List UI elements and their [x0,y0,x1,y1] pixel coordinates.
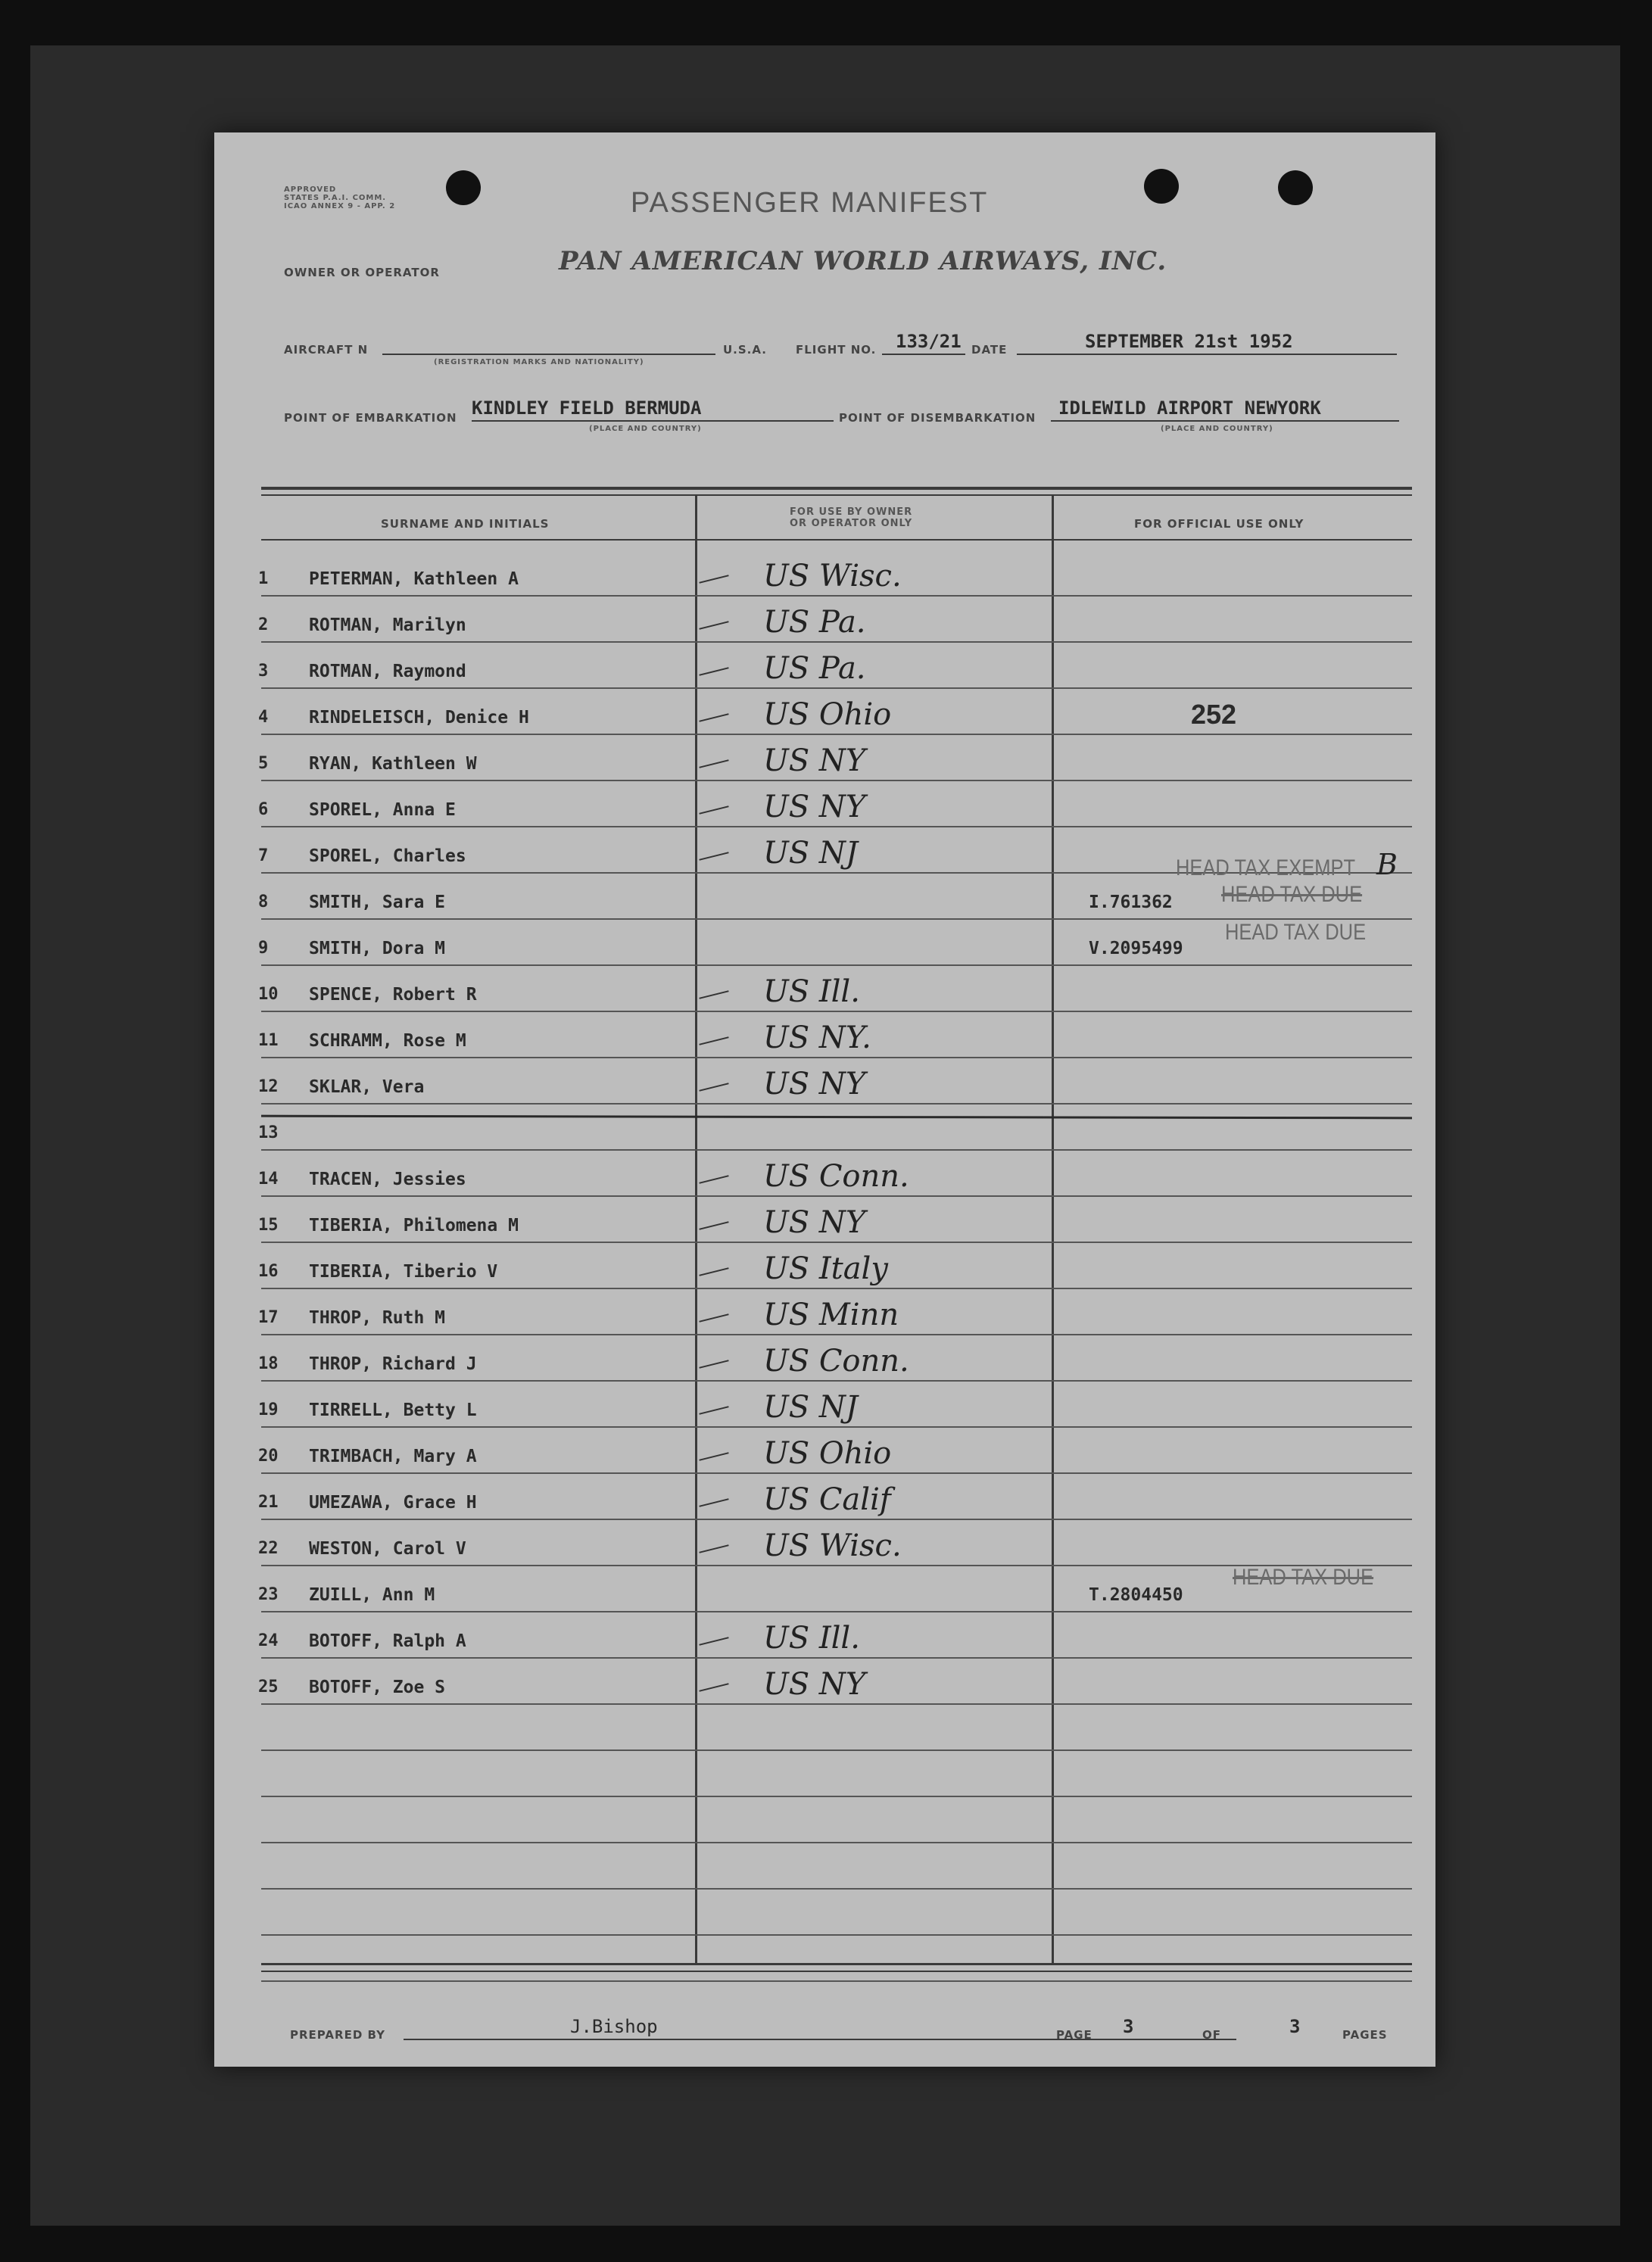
row-rule [261,1242,1412,1243]
row-rule [261,1888,1412,1890]
citizenship-entry: US Pa. [763,651,866,686]
head-tax-due-stamp: HEAD TAX DUE [1225,920,1367,945]
strike-line [261,1115,1412,1120]
citizenship-entry: US Conn. [763,1159,909,1194]
disembarkation-point: IDLEWILD AIRPORT NEWYORK [1058,397,1321,419]
row-rule [261,1611,1412,1612]
usa-label: U.S.A. [723,343,767,357]
row-rule [261,1195,1412,1197]
row-rule [261,826,1412,827]
tick-mark-icon [699,852,728,861]
passenger-name: TIRRELL, Betty L [309,1401,477,1420]
row-rule [261,1057,1412,1058]
tick-mark-icon [699,1637,728,1646]
row-rule [261,1519,1412,1520]
tick-mark-icon [699,990,728,999]
citizenship-entry: US Ohio [763,697,892,732]
citizenship-entry: US Wisc. [763,1528,902,1563]
flight-number: 133/21 [896,331,962,352]
date-label: DATE [971,343,1008,357]
citizenship-entry: US Wisc. [763,559,902,594]
head-tax-exempt-stamp: HEAD TAX EXEMPT [1176,855,1356,880]
tick-mark-icon [699,713,728,722]
total-pages: 3 [1289,2016,1301,2037]
row-number: 25 [258,1678,279,1696]
prepared-by-label: PREPARED BY [290,2028,385,2042]
embarkation-label: POINT OF EMBARKATION [284,411,457,425]
row-rule [261,1380,1412,1382]
tick-mark-icon [699,1313,728,1323]
row-rule [261,1934,1412,1936]
row-rule [261,1657,1412,1659]
citizenship-entry: US NY [763,743,866,778]
citizenship-entry: US NY [763,1667,866,1702]
citizenship-entry: US Italy [763,1251,888,1286]
punch-hole-icon [1144,169,1179,204]
row-rule [261,687,1412,689]
of-label: OF [1202,2028,1221,2042]
citizenship-entry: US Minn [763,1298,899,1332]
row-number: 3 [258,662,269,681]
citizenship-entry: US Calif [763,1482,891,1517]
row-rule [261,1472,1412,1474]
tick-mark-icon [699,1175,728,1184]
row-number: 7 [258,846,269,865]
operator-name: PAN AMERICAN WORLD AIRWAYS, INC. [559,246,1167,276]
official-entry: V.2095499 [1089,939,1183,958]
row-number: 10 [258,985,279,1004]
passenger-name: TIBERIA, Philomena M [309,1216,519,1235]
row-rule [261,734,1412,735]
citizenship-entry: US NJ [763,1390,858,1425]
passenger-name: ROTMAN, Marilyn [309,615,466,635]
official-entry: 252 [1191,699,1237,730]
row-number: 13 [258,1123,279,1142]
stamp-handwritten-mark: B [1376,848,1398,881]
row-rule [261,964,1412,966]
row-rule [261,780,1412,781]
row-number: 19 [258,1401,279,1419]
row-rule [261,1103,1412,1105]
tick-mark-icon [699,1360,728,1369]
passenger-name: WESTON, Carol V [309,1539,466,1559]
row-number: 8 [258,893,269,911]
head-tax-due-stamp: HEAD TAX DUE [1221,882,1363,907]
passenger-name: TRACEN, Jessies [309,1170,466,1189]
row-number: 21 [258,1493,279,1512]
row-number: 11 [258,1031,279,1050]
tick-mark-icon [699,1498,728,1507]
passenger-name: RYAN, Kathleen W [309,754,477,774]
flight-label: FLIGHT NO. [796,343,877,357]
citizenship-entry: US NY. [763,1020,871,1055]
row-number: 14 [258,1170,279,1189]
tick-mark-icon [699,1036,728,1045]
official-column-header: FOR OFFICIAL USE ONLY [1134,517,1304,531]
punch-hole-icon [446,170,481,205]
passenger-name: UMEZAWA, Grace H [309,1493,477,1513]
row-rule [261,1149,1412,1151]
tick-mark-icon [699,1083,728,1092]
embarkation-sublabel: (PLACE AND COUNTRY) [589,425,702,433]
row-number: 6 [258,800,269,819]
passenger-name: BOTOFF, Ralph A [309,1631,466,1651]
prepared-by-signature: J.Bishop [570,2016,658,2037]
row-number: 9 [258,939,269,958]
citizenship-entry: US NJ [763,836,858,871]
passenger-name: PETERMAN, Kathleen A [309,569,519,589]
row-rule [261,1796,1412,1797]
aircraft-label: AIRCRAFT N [284,343,369,357]
tick-mark-icon [699,1267,728,1276]
row-number: 18 [258,1354,279,1373]
page-label: PAGE [1056,2028,1093,2042]
citizenship-entry: US NY [763,790,866,824]
citizenship-entry: US Ohio [763,1436,892,1471]
row-number: 17 [258,1308,279,1327]
row-number: 24 [258,1631,279,1650]
tick-mark-icon [699,1221,728,1230]
passenger-name: SMITH, Sara E [309,893,446,912]
citizenship-entry: US Pa. [763,605,866,640]
passenger-name: SKLAR, Vera [309,1077,425,1097]
row-number: 22 [258,1539,279,1558]
form-title: PASSENGER MANIFEST [631,187,989,219]
row-number: 2 [258,615,269,634]
row-number: 4 [258,708,269,727]
tick-mark-icon [699,1683,728,1692]
row-number: 16 [258,1262,279,1281]
punch-hole-icon [1278,170,1313,205]
tick-mark-icon [699,1452,728,1461]
passenger-name: ROTMAN, Raymond [309,662,466,681]
head-tax-due-stamp: HEAD TAX DUE [1233,1565,1374,1590]
tick-mark-icon [699,575,728,584]
flight-date: SEPTEMBER 21st 1952 [1085,331,1293,352]
row-rule [261,1334,1412,1335]
passenger-name: SPENCE, Robert R [309,985,477,1005]
passenger-name: SPOREL, Anna E [309,800,456,820]
approval-note: APPROVED STATES P.A.I. COMM. ICAO ANNEX 9 - APP. 2 [284,185,396,210]
tick-mark-icon [699,1406,728,1415]
disembarkation-label: POINT OF DISEMBARKATION [839,411,1036,425]
row-rule [261,1288,1412,1289]
passenger-name: SMITH, Dora M [309,939,446,958]
passenger-name: SPOREL, Charles [309,846,466,866]
passenger-name: THROP, Richard J [309,1354,477,1374]
row-rule [261,1749,1412,1751]
aircraft-sublabel: (REGISTRATION MARKS AND NATIONALITY) [434,358,644,366]
passenger-name: SCHRAMM, Rose M [309,1031,466,1051]
owner-column-header: FOR USE BY OWNER OR OPERATOR ONLY [790,506,913,529]
surname-column-header: SURNAME AND INITIALS [381,517,550,531]
embarkation-point: KINDLEY FIELD BERMUDA [472,397,702,419]
citizenship-entry: US Ill. [763,974,860,1009]
row-number: 5 [258,754,269,773]
official-entry: T.2804450 [1089,1585,1183,1605]
passenger-name: THROP, Ruth M [309,1308,446,1328]
passenger-name: ZUILL, Ann M [309,1585,435,1605]
tick-mark-icon [699,805,728,815]
pages-label: PAGES [1342,2028,1388,2042]
row-number: 20 [258,1447,279,1466]
official-entry: I.761362 [1089,893,1173,912]
row-rule [261,1842,1412,1843]
page-number: 3 [1123,2016,1134,2037]
row-rule [261,641,1412,643]
tick-mark-icon [699,1544,728,1553]
passenger-name: BOTOFF, Zoe S [309,1678,446,1697]
row-number: 12 [258,1077,279,1096]
disembarkation-sublabel: (PLACE AND COUNTRY) [1161,425,1273,433]
row-number: 23 [258,1585,279,1604]
passenger-name: TRIMBACH, Mary A [309,1447,477,1466]
citizenship-entry: US Ill. [763,1621,860,1656]
passenger-name: TIBERIA, Tiberio V [309,1262,498,1282]
row-number: 1 [258,569,269,588]
row-rule [261,1980,1412,1982]
row-rule [261,1703,1412,1705]
tick-mark-icon [699,667,728,676]
citizenship-entry: US NY [763,1205,866,1240]
citizenship-entry: US Conn. [763,1344,909,1379]
owner-label: OWNER OR OPERATOR [284,266,440,279]
tick-mark-icon [699,759,728,768]
tick-mark-icon [699,621,728,630]
passenger-name: RINDELEISCH, Denice H [309,708,529,728]
row-rule [261,1011,1412,1012]
row-number: 15 [258,1216,279,1235]
citizenship-entry: US NY [763,1067,866,1101]
manifest-sheet [214,132,1435,2067]
row-rule [261,1426,1412,1428]
row-rule [261,595,1412,597]
